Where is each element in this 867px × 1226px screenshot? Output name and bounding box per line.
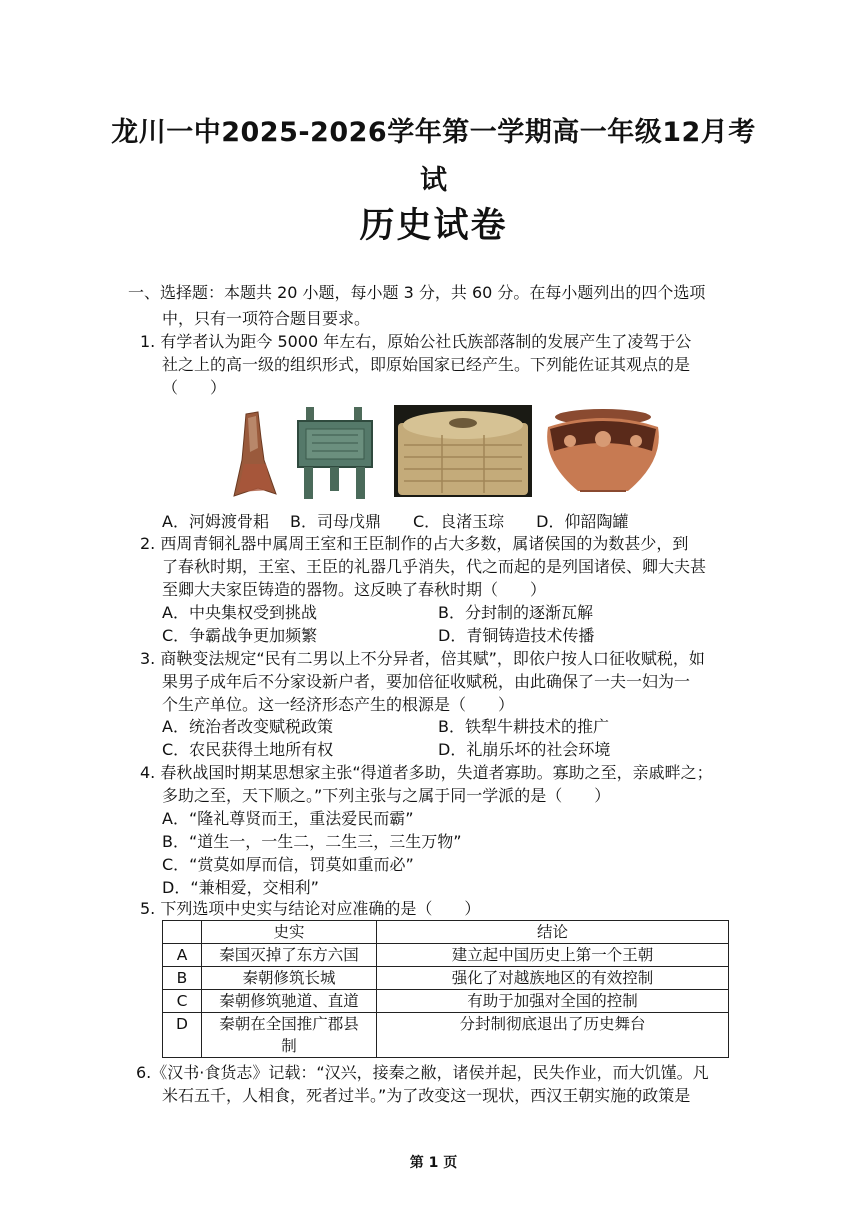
section-instructions: 一、选择题：本题共 20 小题，每小题 3 分，共 60 分。在每小题列出的四个选项 (128, 283, 706, 302)
q2-stem-line3: 至卿大夫家臣铸造的器物。这反映了春秋时期（ ） (162, 580, 547, 599)
table-cell: 有助于加强对全国的控制 (377, 990, 729, 1013)
table-row (163, 967, 729, 990)
table-cell: 分封制彻底退出了历史舞台 (377, 1013, 729, 1058)
table-cell: 秦国灭掉了东方六国 (202, 944, 377, 967)
table-header-row (163, 921, 729, 944)
q4-option-a: A．“隆礼尊贤而王，重法爱民而霸” (162, 809, 414, 828)
jade-cong-image (394, 405, 532, 497)
bone-spade-image (228, 408, 280, 502)
q3-option-b: B．铁犁牛耕技术的推广 (438, 717, 609, 736)
q2-option-c: C．争霸战争更加频繁 (162, 626, 318, 645)
q2-option-d: D．青铜铸造技术传播 (438, 626, 595, 645)
q3-option-c: C．农民获得土地所有权 (162, 740, 334, 759)
subject-title: 历史试卷 (359, 206, 508, 246)
q3-stem-line1: 3. 商鞅变法规定“民有二男以上不分异者，倍其赋”，即依户按人口征收赋税，如 (140, 649, 705, 668)
q6-stem-line2: 米石五千，人相食，死者过半。”为了改变这一现状，西汉王朝实施的政策是 (162, 1086, 691, 1105)
table-cell-multiline (202, 1013, 377, 1058)
q4-option-c: C．“赏莫如厚而信，罚莫如重而必” (162, 855, 414, 874)
q4-option-d: D．“兼相爱，交相利” (162, 878, 319, 897)
table-cell: A (163, 944, 202, 967)
painted-pottery-jar-image (540, 405, 666, 499)
table-cell: 强化了对越族地区的有效控制 (377, 967, 729, 990)
q2-stem-line2: 了春秋时期，王室、王臣的礼器几乎消失，代之而起的是列国诸侯、卿大夫甚 (162, 557, 707, 576)
q2-option-b: B．分封制的逐渐瓦解 (438, 603, 593, 622)
q1-stem-line3: （ ） (162, 378, 227, 397)
table-cell: 秦朝修筑驰道、直道 (202, 990, 377, 1013)
q1-stem-line2: 社之上的高一级的组织形式，即原始国家已经产生。下列能佐证其观点的是 (162, 355, 691, 374)
table-header-cell: 结论 (377, 921, 729, 944)
section-instructions-cont: 中，只有一项符合题目要求。 (162, 309, 371, 328)
q5-facts-table (162, 920, 729, 1058)
table-header-cell: 史实 (202, 921, 377, 944)
table-header-cell (163, 921, 202, 944)
q4-stem-line2: 多助之至，天下顺之。”下列主张与之属于同一学派的是（ ） (162, 786, 611, 805)
table-cell: C (163, 990, 202, 1013)
table-cell: 秦朝修筑长城 (202, 967, 377, 990)
q4-option-b: B．“道生一，一生二，二生三，三生万物” (162, 832, 462, 851)
table-cell: D (163, 1013, 202, 1058)
exam-title-continued: 试 (420, 165, 447, 196)
q3-stem-line3: 个生产单位。这一经济形态产生的根源是（ ） (162, 695, 515, 714)
exam-title: 龙川一中2025-2026学年第一学期高一年级12月考 (111, 117, 756, 148)
table-cell: B (163, 967, 202, 990)
q2-option-a: A．中央集权受到挑战 (162, 603, 317, 622)
table-cell: 建立起中国历史上第一个王朝 (377, 944, 729, 967)
ding-vessel-image (292, 405, 378, 501)
q2-stem-line1: 2. 西周青铜礼器中属周王室和王臣制作的占大多数，属诸侯国的为数甚少，到 (140, 534, 689, 553)
q3-stem-line2: 果男子成年后不分家设新户者，要加倍征收赋税，由此确保了一夫一妇为一 (162, 672, 691, 691)
table-row (163, 944, 729, 967)
table-cell-text-cont: 制 (281, 1037, 297, 1055)
q5-stem: 5. 下列选项中史实与结论对应准确的是（ ） (140, 899, 481, 918)
q3-option-d: D．礼崩乐坏的社会环境 (438, 740, 611, 759)
table-row (163, 1013, 729, 1058)
q4-stem-line1: 4. 春秋战国时期某思想家主张“得道者多助，失道者寡助。寡助之至，亲戚畔之； (140, 763, 713, 782)
q6-stem-line1: 6.《汉书·食货志》记载：“汉兴，接秦之敝，诸侯并起，民失作业，而大饥馑。凡 (136, 1063, 709, 1082)
q3-option-a: A．统治者改变赋税政策 (162, 717, 333, 736)
table-row (163, 990, 729, 1013)
q1-options: A．河姆渡骨耜 B．司母戊鼎 C．良渚玉琮 D．仰韶陶罐 (162, 512, 629, 531)
page-number: 第 1 页 (409, 1155, 458, 1171)
table-cell-text: 秦朝在全国推广郡县 (219, 1015, 359, 1033)
q1-stem-line1: 1. 有学者认为距今 5000 年左右，原始公社氏族部落制的发展产生了凌驾于公 (140, 332, 692, 351)
